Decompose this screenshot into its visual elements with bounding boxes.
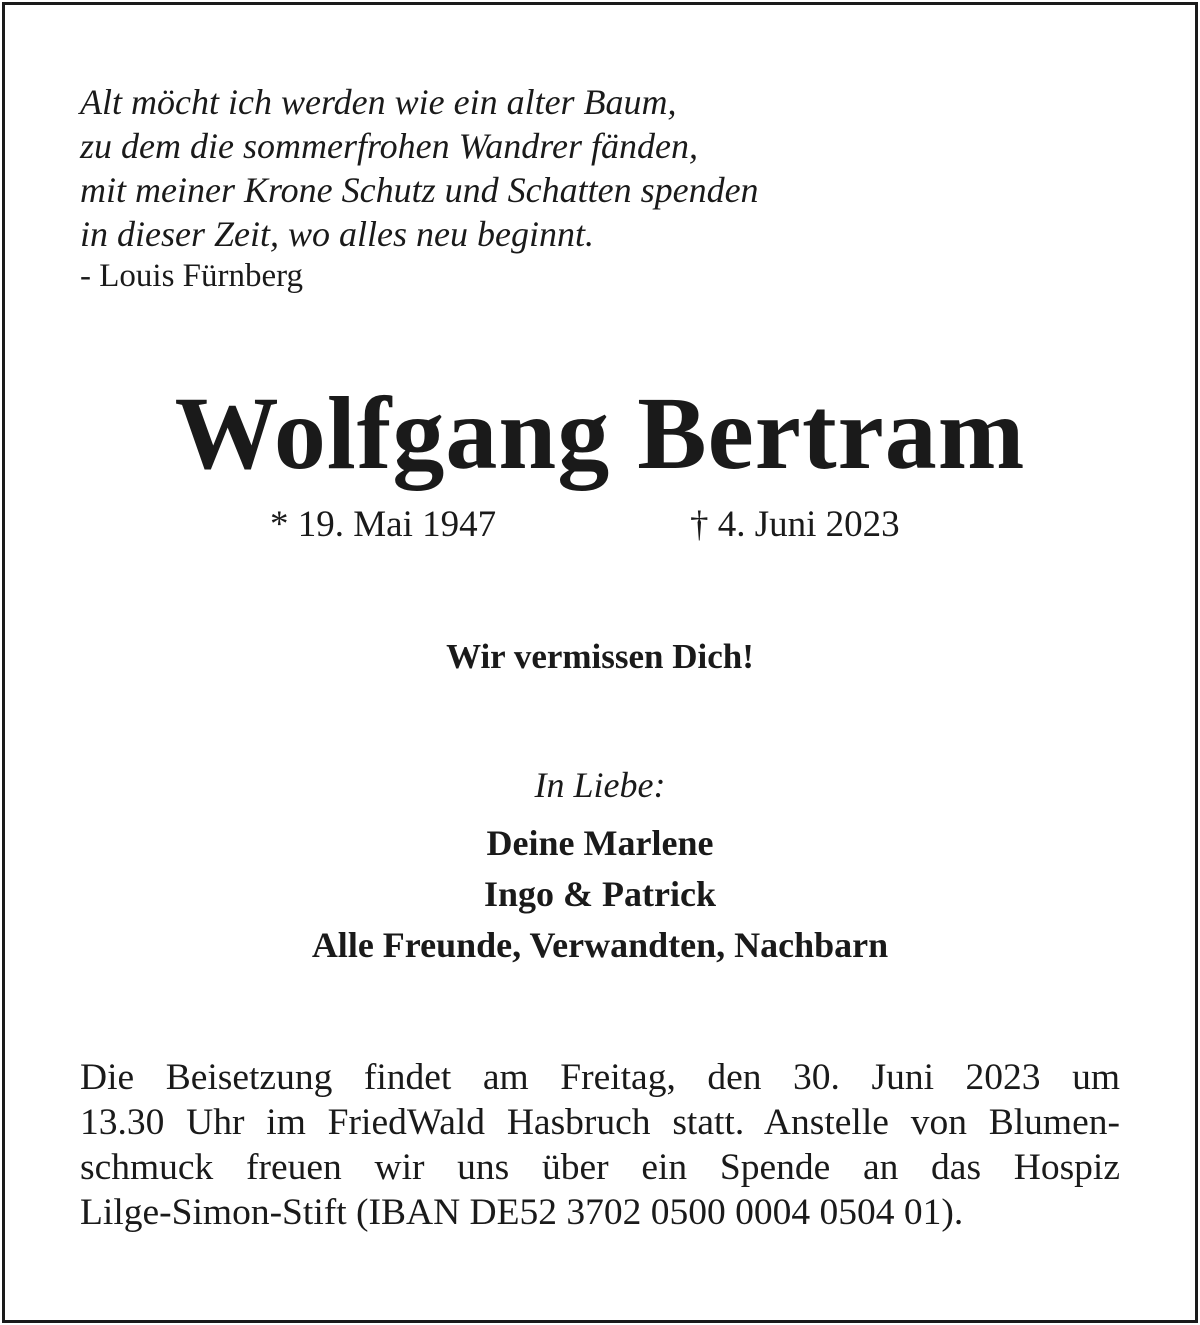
notice-line: Lilge-Simon-Stift (IBAN DE52 3702 0500 0004 0504 01). bbox=[80, 1192, 964, 1233]
mourners-list bbox=[0, 818, 1200, 971]
mourner-line: Ingo & Patrick bbox=[484, 874, 716, 914]
mourners-label: In Liebe: bbox=[534, 765, 666, 805]
notice-line: 13.30 Uhr im FriedWald Hasbruch statt. Anstelle von Blumen- bbox=[80, 1102, 1120, 1143]
poem-author: - Louis Fürnberg bbox=[80, 258, 304, 294]
birth-date: * 19. Mai 1947 bbox=[270, 504, 497, 545]
funeral-notice bbox=[80, 1055, 1120, 1235]
poem-line: in dieser Zeit, wo alles neu beginnt. bbox=[80, 214, 594, 254]
death-date: † 4. Juni 2023 bbox=[690, 504, 900, 545]
poem bbox=[80, 80, 759, 256]
memorial-message: Wir vermissen Dich! bbox=[446, 637, 754, 676]
notice-line: Die Beisetzung findet am Freitag, den 30. Juni 2023 um bbox=[80, 1057, 1120, 1098]
poem-line: Alt möcht ich werden wie ein alter Baum, bbox=[80, 82, 677, 122]
notice-line: schmuck freuen wir uns über ein Spende an das Hospiz bbox=[80, 1147, 1120, 1188]
poem-line: mit meiner Krone Schutz und Schatten spenden bbox=[80, 170, 759, 210]
poem-line: zu dem die sommerfrohen Wandrer fänden, bbox=[80, 126, 698, 166]
deceased-name: Wolfgang Bertram bbox=[174, 376, 1026, 491]
mourner-line: Deine Marlene bbox=[486, 823, 714, 863]
mourner-line: Alle Freunde, Verwandten, Nachbarn bbox=[311, 925, 889, 965]
